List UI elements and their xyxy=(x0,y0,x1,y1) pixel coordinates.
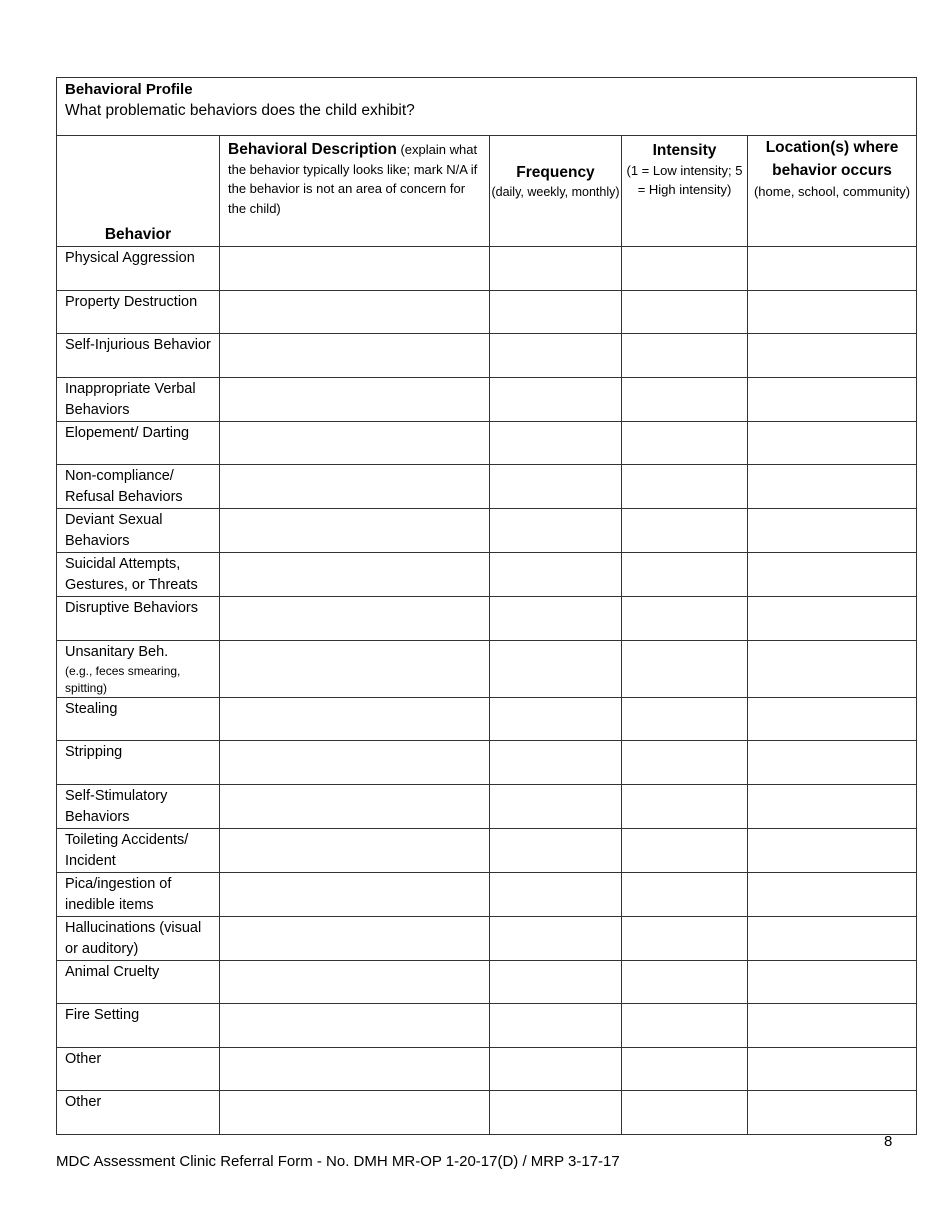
table-row xyxy=(57,697,917,741)
behavior-header-label: Behavior xyxy=(104,226,172,243)
intensity-header-note: (1 = Low intensity; 5 = High intensity) xyxy=(626,163,743,197)
description-input-cell[interactable] xyxy=(220,960,490,1004)
behavior-label: Deviant Sexual Behaviors xyxy=(65,512,163,549)
behavior-cell xyxy=(57,1004,220,1048)
description-input-cell[interactable] xyxy=(220,872,490,916)
location-input-cell[interactable] xyxy=(748,872,917,916)
table-row xyxy=(57,1047,917,1091)
behavior-label: Suicidal Attempts, Gestures, or Threats xyxy=(65,556,198,593)
table-row xyxy=(57,872,917,916)
intensity-input-cell[interactable] xyxy=(622,421,748,465)
intensity-input-cell[interactable] xyxy=(622,1091,748,1135)
behavior-label: Pica/ingestion of inedible items xyxy=(65,875,172,913)
frequency-input-cell[interactable] xyxy=(490,377,622,421)
intensity-input-cell[interactable] xyxy=(622,290,748,334)
frequency-column-header xyxy=(490,136,622,247)
table-row xyxy=(57,784,917,828)
location-input-cell[interactable] xyxy=(748,597,917,641)
intensity-input-cell[interactable] xyxy=(622,553,748,597)
location-header-note: (home, school, community) xyxy=(753,184,911,199)
behavior-cell xyxy=(57,290,220,334)
table-row xyxy=(57,640,917,697)
behavior-cell xyxy=(57,421,220,465)
behavior-cell xyxy=(57,377,220,421)
description-header-title: Behavioral Description xyxy=(228,141,397,158)
location-input-cell[interactable] xyxy=(748,290,917,334)
location-input-cell[interactable] xyxy=(748,377,917,421)
description-input-cell[interactable] xyxy=(220,421,490,465)
behavior-cell xyxy=(57,1091,220,1135)
description-input-cell[interactable] xyxy=(220,640,490,697)
behavior-label: Other xyxy=(65,1094,102,1110)
frequency-input-cell[interactable] xyxy=(490,828,622,872)
behavior-label: Stealing xyxy=(65,700,118,717)
description-input-cell[interactable] xyxy=(220,1047,490,1091)
location-input-cell[interactable] xyxy=(748,553,917,597)
description-input-cell[interactable] xyxy=(220,553,490,597)
table-row xyxy=(57,1004,917,1048)
location-input-cell[interactable] xyxy=(748,916,917,960)
behavior-cell xyxy=(57,1047,220,1091)
behavior-cell xyxy=(57,465,220,509)
behavior-cell xyxy=(57,247,220,291)
frequency-input-cell[interactable] xyxy=(490,1004,622,1048)
behavior-label: Inappropriate Verbal Behaviors xyxy=(65,380,196,418)
table-row xyxy=(57,290,917,334)
table-row xyxy=(57,597,917,641)
location-input-cell[interactable] xyxy=(748,1047,917,1091)
description-input-cell[interactable] xyxy=(220,290,490,334)
behavior-label: Unsanitary Beh. xyxy=(65,643,169,660)
frequency-header-title: Frequency xyxy=(516,164,595,181)
frequency-input-cell[interactable] xyxy=(490,872,622,916)
behavior-cell xyxy=(57,334,220,378)
intensity-input-cell[interactable] xyxy=(622,784,748,828)
behavior-label: Self-Injurious Behavior xyxy=(65,337,211,353)
behavior-label: Physical Aggression xyxy=(65,250,195,266)
section-question: What problematic behaviors does the child exhibit? xyxy=(65,102,415,119)
description-input-cell[interactable] xyxy=(220,597,490,641)
section-title: Behavioral Profile xyxy=(65,81,193,98)
description-header-note: (explain what the behavior typically looks like; mark N/A if the behavior is not an area of concern for the child) xyxy=(228,142,478,216)
frequency-input-cell[interactable] xyxy=(490,247,622,291)
behavior-cell xyxy=(57,960,220,1004)
location-input-cell[interactable] xyxy=(748,247,917,291)
intensity-input-cell[interactable] xyxy=(622,377,748,421)
profile-header-cell xyxy=(57,78,917,136)
table-row xyxy=(57,741,917,785)
behavior-cell xyxy=(57,553,220,597)
intensity-header-title: Intensity xyxy=(652,142,717,159)
intensity-input-cell[interactable] xyxy=(622,247,748,291)
frequency-input-cell[interactable] xyxy=(490,597,622,641)
behavior-label: Toileting Accidents/ Incident xyxy=(65,831,189,869)
description-input-cell[interactable] xyxy=(220,1091,490,1135)
behavior-label: Other xyxy=(65,1050,102,1067)
description-input-cell[interactable] xyxy=(220,465,490,509)
intensity-input-cell[interactable] xyxy=(622,741,748,785)
location-input-cell[interactable] xyxy=(748,509,917,553)
location-input-cell[interactable] xyxy=(748,1091,917,1135)
table-row xyxy=(57,465,917,509)
description-input-cell[interactable] xyxy=(220,697,490,741)
table-row xyxy=(57,828,917,872)
description-input-cell[interactable] xyxy=(220,377,490,421)
behavior-column-header xyxy=(57,136,220,247)
frequency-input-cell[interactable] xyxy=(490,553,622,597)
table-row xyxy=(57,916,917,960)
behavior-label: Animal Cruelty xyxy=(65,963,160,980)
location-input-cell[interactable] xyxy=(748,828,917,872)
table-row xyxy=(57,553,917,597)
frequency-input-cell[interactable] xyxy=(490,1047,622,1091)
description-input-cell[interactable] xyxy=(220,784,490,828)
table-row xyxy=(57,377,917,421)
frequency-input-cell[interactable] xyxy=(490,509,622,553)
frequency-input-cell[interactable] xyxy=(490,784,622,828)
frequency-header-note: (daily, weekly, monthly) xyxy=(491,185,620,199)
intensity-column-header xyxy=(622,136,748,247)
frequency-input-cell[interactable] xyxy=(490,421,622,465)
behavior-cell xyxy=(57,741,220,785)
intensity-input-cell[interactable] xyxy=(622,334,748,378)
behavior-label: Property Destruction xyxy=(65,293,198,310)
intensity-input-cell[interactable] xyxy=(622,509,748,553)
behavior-cell xyxy=(57,784,220,828)
description-input-cell[interactable] xyxy=(220,741,490,785)
behavior-note: (e.g., feces smearing, spitting) xyxy=(65,663,181,695)
behavior-label: Fire Setting xyxy=(65,1007,140,1023)
frequency-input-cell[interactable] xyxy=(490,465,622,509)
intensity-input-cell[interactable] xyxy=(622,872,748,916)
behavior-cell xyxy=(57,597,220,641)
intensity-input-cell[interactable] xyxy=(622,465,748,509)
behavior-cell xyxy=(57,872,220,916)
frequency-input-cell[interactable] xyxy=(490,334,622,378)
behavior-label: Non-compliance/ Refusal Behaviors xyxy=(65,468,183,505)
behavior-cell xyxy=(57,697,220,741)
location-input-cell[interactable] xyxy=(748,465,917,509)
intensity-input-cell[interactable] xyxy=(622,1047,748,1091)
location-input-cell[interactable] xyxy=(748,784,917,828)
table-row xyxy=(57,247,917,291)
location-input-cell[interactable] xyxy=(748,421,917,465)
column-header-row xyxy=(57,136,917,247)
description-input-cell[interactable] xyxy=(220,247,490,291)
location-input-cell[interactable] xyxy=(748,1004,917,1048)
behavior-cell xyxy=(57,916,220,960)
description-input-cell[interactable] xyxy=(220,334,490,378)
behavior-label: Self-Stimulatory Behaviors xyxy=(65,787,168,825)
location-input-cell[interactable] xyxy=(748,741,917,785)
location-input-cell[interactable] xyxy=(748,960,917,1004)
table-row xyxy=(57,960,917,1004)
table-row xyxy=(57,421,917,465)
table-row xyxy=(57,334,917,378)
location-input-cell[interactable] xyxy=(748,697,917,741)
intensity-input-cell[interactable] xyxy=(622,960,748,1004)
location-header-title: Location(s) where behavior occurs xyxy=(765,139,899,179)
description-input-cell[interactable] xyxy=(220,916,490,960)
behavior-label: Disruptive Behaviors xyxy=(65,600,198,616)
behavior-cell xyxy=(57,828,220,872)
behavior-cell xyxy=(57,509,220,553)
behavioral-profile-table xyxy=(56,77,917,1135)
frequency-input-cell[interactable] xyxy=(490,960,622,1004)
description-input-cell[interactable] xyxy=(220,828,490,872)
description-input-cell[interactable] xyxy=(220,1004,490,1048)
location-input-cell[interactable] xyxy=(748,334,917,378)
table-row xyxy=(57,1091,917,1135)
description-input-cell[interactable] xyxy=(220,509,490,553)
intensity-input-cell[interactable] xyxy=(622,1004,748,1048)
table-row xyxy=(57,509,917,553)
behavior-label: Hallucinations (visual or auditory) xyxy=(65,919,202,957)
frequency-input-cell[interactable] xyxy=(490,916,622,960)
intensity-input-cell[interactable] xyxy=(622,597,748,641)
behavior-cell xyxy=(57,640,220,697)
frequency-input-cell[interactable] xyxy=(490,1091,622,1135)
intensity-input-cell[interactable] xyxy=(622,640,748,697)
description-column-header xyxy=(220,136,490,247)
intensity-input-cell[interactable] xyxy=(622,828,748,872)
page-number: 8 xyxy=(884,1133,893,1150)
location-input-cell[interactable] xyxy=(748,640,917,697)
frequency-input-cell[interactable] xyxy=(490,640,622,697)
intensity-input-cell[interactable] xyxy=(622,916,748,960)
intensity-input-cell[interactable] xyxy=(622,697,748,741)
frequency-input-cell[interactable] xyxy=(490,290,622,334)
frequency-input-cell[interactable] xyxy=(490,697,622,741)
behavior-label: Stripping xyxy=(65,744,123,760)
footer-text: MDC Assessment Clinic Referral Form - No. DMH MR-OP 1-20-17(D) / MRP 3-17-17 xyxy=(56,1153,620,1170)
location-column-header xyxy=(748,136,917,247)
behavior-label: Elopement/ Darting xyxy=(65,424,190,441)
frequency-input-cell[interactable] xyxy=(490,741,622,785)
